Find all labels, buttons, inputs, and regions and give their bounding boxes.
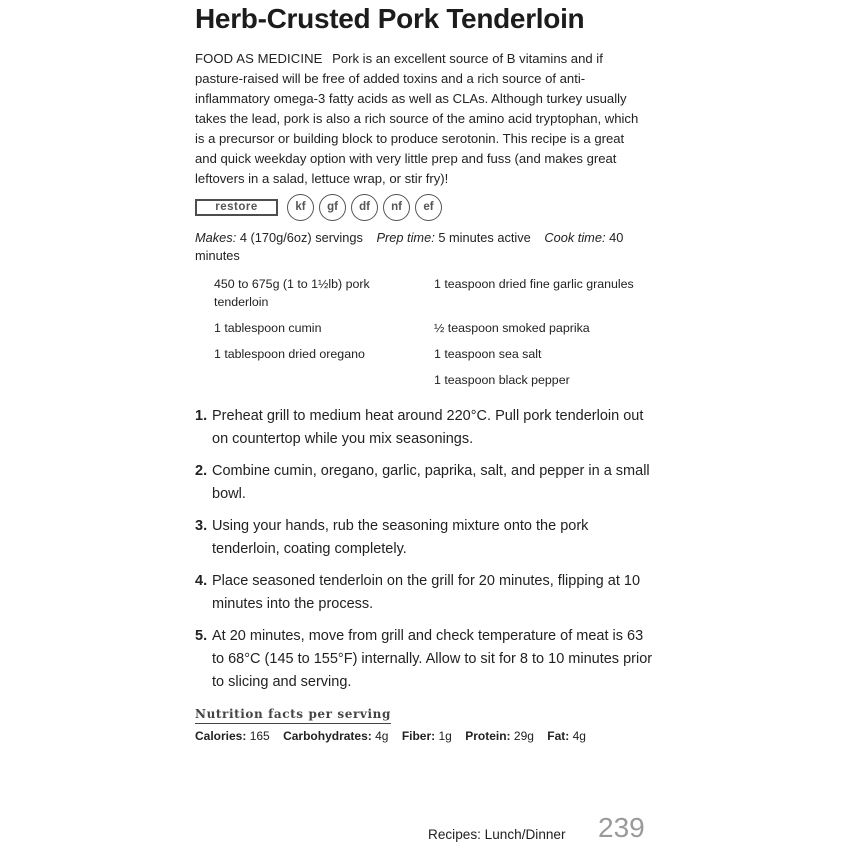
step-text: Place seasoned tenderloin on the grill for 20 minutes, flipping at 10 minutes into the process. xyxy=(212,573,641,612)
food-as-medicine-label: FOOD AS MEDICINE xyxy=(195,51,323,66)
badge-df: df xyxy=(351,194,378,221)
step-text: Combine cumin, oregano, garlic, paprika, salt, and pepper in a small bowl. xyxy=(212,463,650,502)
step-number: 1. xyxy=(195,408,208,424)
step-number: 2. xyxy=(195,463,208,479)
cook-value: 40 minutes xyxy=(195,230,624,263)
nutrition-label: Calories: xyxy=(195,729,247,743)
category-tag: restore xyxy=(195,199,278,216)
nutrition-item xyxy=(195,729,270,743)
nutrition-facts xyxy=(195,729,596,743)
step-item xyxy=(195,405,657,451)
cook-label: Cook time: xyxy=(544,230,606,245)
ingredient-item: ½ teaspoon smoked paprika xyxy=(434,321,590,335)
nutrition-item xyxy=(283,729,388,743)
step-item xyxy=(195,570,657,616)
nutrition-label: Fiber: xyxy=(401,729,436,743)
nutrition-value: 4g xyxy=(572,729,586,743)
ingredient-item: 450 to 675g (1 to 1½lb) pork tenderloin xyxy=(214,277,370,309)
step-item xyxy=(195,460,657,506)
prep-label: Prep time: xyxy=(376,230,435,245)
page-number: 239 xyxy=(598,812,645,843)
step-number: 4. xyxy=(195,573,208,589)
step-text: Preheat grill to medium heat around 220°C. Pull pork tenderloin out on countertop while you mix seasonings. xyxy=(212,408,644,447)
ingredient-item: 1 teaspoon black pepper xyxy=(434,373,570,387)
nutrition-value: 4g xyxy=(375,729,389,743)
nutrition-heading: Nutrition facts per serving xyxy=(195,707,391,724)
method-steps xyxy=(195,405,657,703)
intro-text: Pork is an excellent source of B vitamins and if pasture-raised will be free of added toxins and a rich source of anti-inflammatory omega-3 fatty acids as well as CLAs. Although turkey usually takes the lead, pork is also a rich source of the amino acid tryptophan, which is a precursor or building block to produce serotonin. This recipe is a great and quick weekday option with very little prep and fuss (and makes great leftovers in a salad, lettuce wrap, or stir fry)! xyxy=(195,51,639,186)
recipe-meta xyxy=(195,229,650,265)
nutrition-item xyxy=(465,729,534,743)
nutrition-label: Protein: xyxy=(465,729,511,743)
step-number: 3. xyxy=(195,518,208,534)
nutrition-item xyxy=(547,729,586,743)
recipe-title: Herb-Crusted Pork Tenderloin xyxy=(195,3,585,34)
ingredient-item: 1 tablespoon dried oregano xyxy=(214,347,365,361)
section-footer: Recipes: Lunch/Dinner xyxy=(428,827,566,842)
ingredient-item: 1 tablespoon cumin xyxy=(214,321,322,335)
nutrition-label: Fat: xyxy=(547,729,570,743)
nutrition-value: 1g xyxy=(438,729,452,743)
nutrition-item xyxy=(402,729,452,743)
badge-nf: nf xyxy=(383,194,410,221)
makes-label: Makes: xyxy=(195,230,237,245)
step-text: Using your hands, rub the seasoning mixture onto the pork tenderloin, coating completely. xyxy=(212,518,589,557)
prep-value: 5 minutes active xyxy=(438,230,531,245)
intro-paragraph xyxy=(195,49,647,189)
diet-tags xyxy=(195,194,447,220)
ingredient-item: 1 teaspoon sea salt xyxy=(434,347,542,361)
step-item xyxy=(195,625,657,694)
step-item xyxy=(195,515,657,561)
nutrition-value: 29g xyxy=(513,729,534,743)
badge-ef: ef xyxy=(415,194,442,221)
makes-value: 4 (170g/6oz) servings xyxy=(239,230,363,245)
nutrition-label: Carbohydrates: xyxy=(283,729,372,743)
nutrition-value: 165 xyxy=(249,729,270,743)
badge-gf: gf xyxy=(319,194,346,221)
step-number: 5. xyxy=(195,628,208,644)
step-text: At 20 minutes, move from grill and check temperature of meat is 63 to 68°C (145 to 155°F) internally. Allow to sit for 8 to 10 minutes prior to slicing and serving. xyxy=(212,628,653,690)
badge-kf: kf xyxy=(287,194,314,221)
ingredient-item: 1 teaspoon dried fine garlic granules xyxy=(434,277,634,291)
